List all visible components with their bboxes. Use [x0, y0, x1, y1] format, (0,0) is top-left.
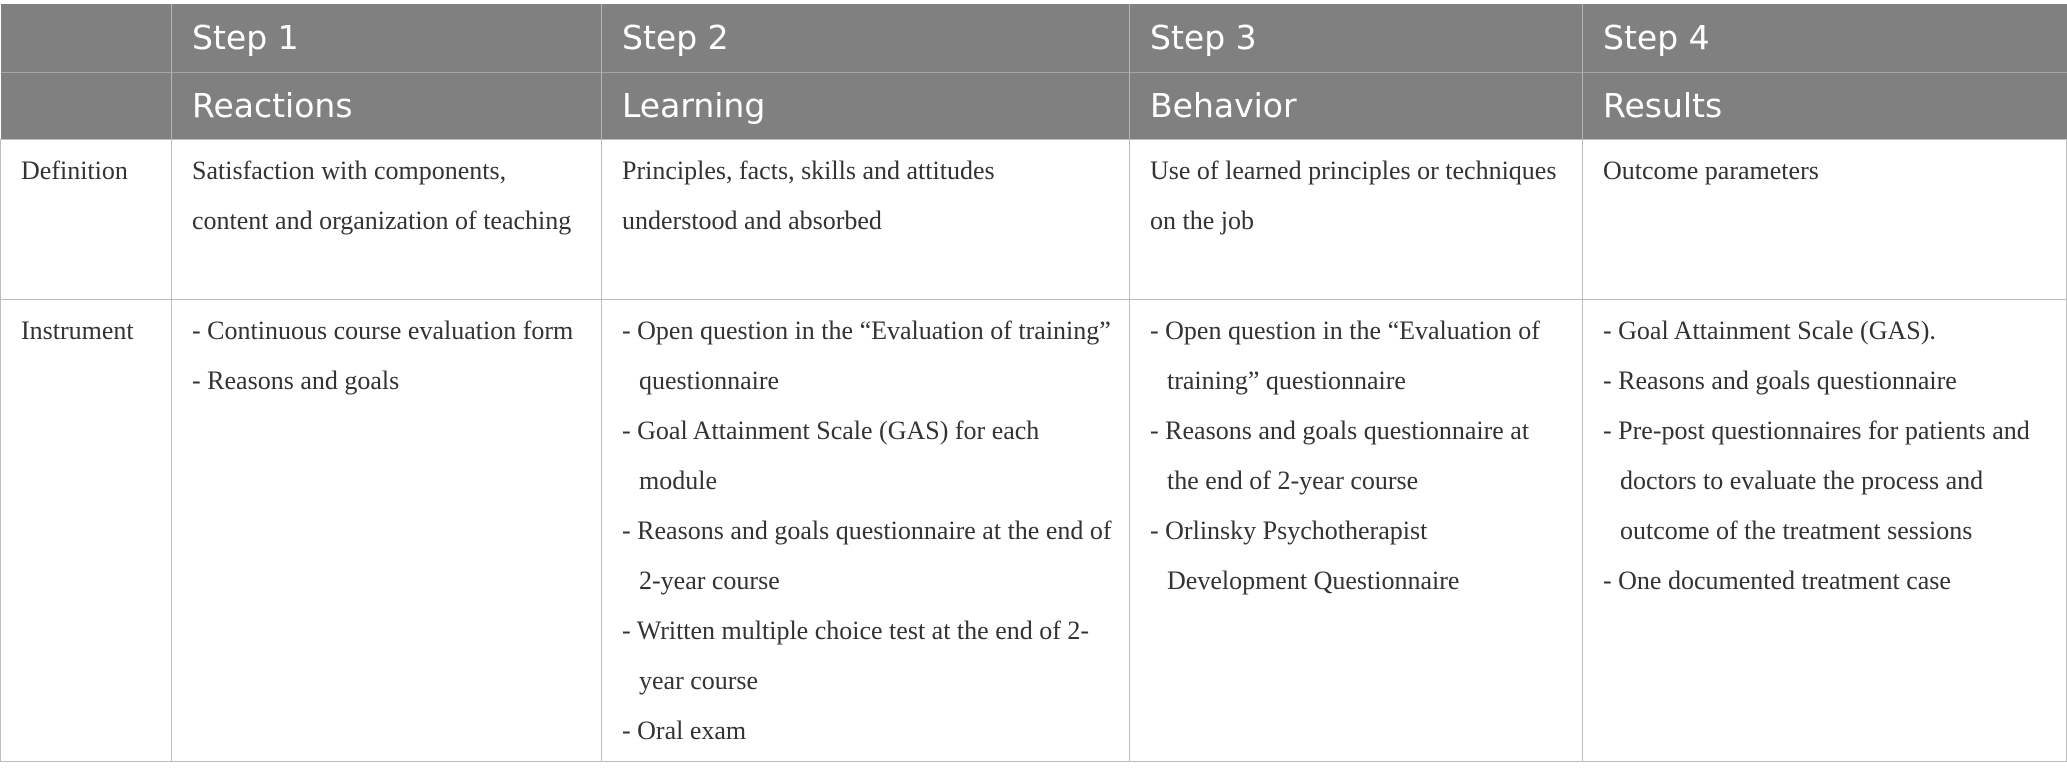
header-corner: [1, 73, 172, 140]
header-level: Learning: [602, 73, 1130, 140]
instrument-list: [1603, 306, 2050, 606]
instrument-cell: [172, 300, 602, 762]
instrument-list: [622, 306, 1113, 756]
instrument-list: [192, 306, 585, 406]
row-label: Definition: [1, 140, 172, 300]
header-level: Behavior: [1130, 73, 1583, 140]
definition-cell: Outcome parameters: [1583, 140, 2067, 300]
list-item: - One documented treatment case: [1603, 566, 1951, 595]
list-item: - Goal Attainment Scale (GAS).: [1603, 316, 1936, 345]
list-item: - Reasons and goals: [192, 366, 400, 395]
list-item: - Oral exam: [622, 716, 747, 745]
list-item: - Written multiple choice test at the end of 2-year course: [622, 616, 1090, 695]
header-step: Step 2: [602, 4, 1130, 73]
header-step: Step 3: [1130, 4, 1583, 73]
list-item: - Orlinsky Psychotherapist Development Questionnaire: [1150, 516, 1460, 595]
row-label: Instrument: [1, 300, 172, 762]
list-item: - Reasons and goals questionnaire at the end of 2-year course: [622, 516, 1112, 595]
list-item: - Continuous course evaluation form: [192, 316, 574, 345]
table-row-definition: [1, 140, 2067, 300]
instrument-cell: [1583, 300, 2067, 762]
list-item: - Reasons and goals questionnaire: [1603, 366, 1957, 395]
header-row-levels: [1, 73, 2067, 140]
header-corner: [1, 4, 172, 73]
list-item: - Open question in the “Evaluation of training” questionnaire: [1150, 316, 1540, 395]
instrument-cell: [602, 300, 1130, 762]
definition-cell: Satisfaction with components, content and organization of teaching: [172, 140, 602, 300]
list-item: - Open question in the “Evaluation of training” questionnaire: [622, 316, 1111, 395]
header-level: Results: [1583, 73, 2067, 140]
header-row-steps: [1, 4, 2067, 73]
instrument-cell: [1130, 300, 1583, 762]
table-row-instrument: [1, 300, 2067, 762]
kirkpatrick-evaluation-table: [0, 4, 2067, 762]
list-item: - Reasons and goals questionnaire at the end of 2-year course: [1150, 416, 1530, 495]
definition-cell: Principles, facts, skills and attitudes understood and absorbed: [602, 140, 1130, 300]
instrument-list: [1150, 306, 1566, 606]
header-step: Step 4: [1583, 4, 2067, 73]
list-item: - Pre-post questionnaires for patients and doctors to evaluate the process and outcome of the treatment sessions: [1603, 416, 2030, 545]
header-level: Reactions: [172, 73, 602, 140]
list-item: - Goal Attainment Scale (GAS) for each module: [622, 416, 1040, 495]
definition-cell: Use of learned principles or techniques on the job: [1130, 140, 1583, 300]
header-step: Step 1: [172, 4, 602, 73]
